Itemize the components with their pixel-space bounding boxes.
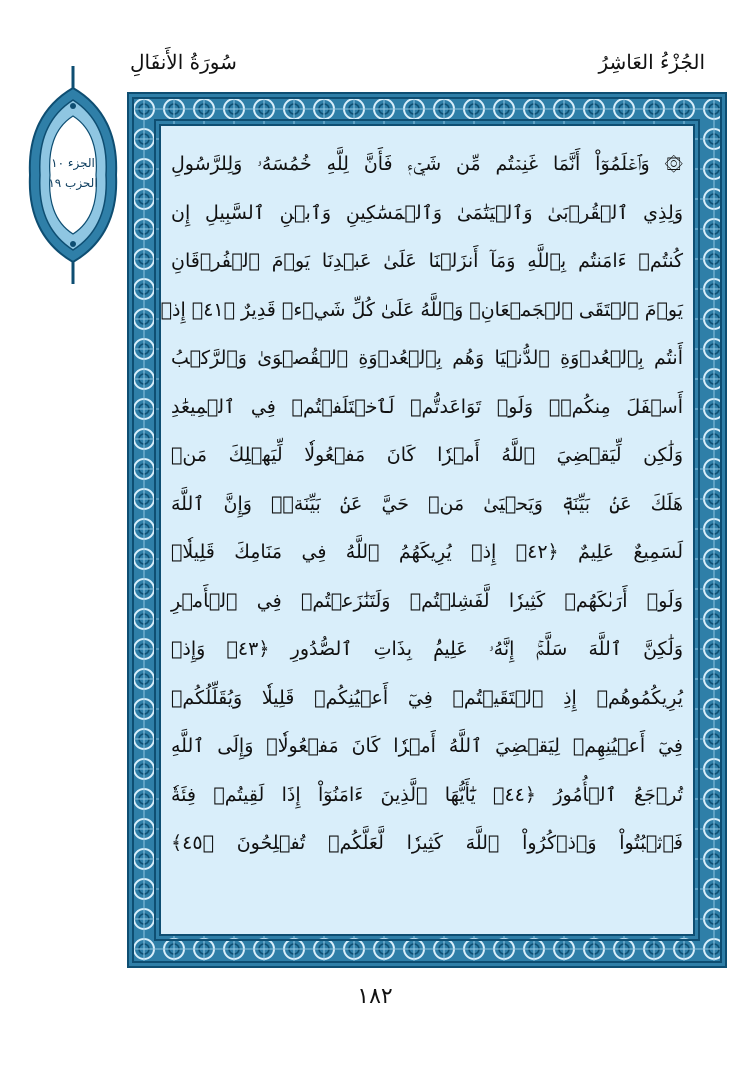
- verse-line: يَوۡمَ ٱلۡتَقَى ٱلۡجَمۡعَانِۗ وَٱللَّهُ عَلَىٰ كُلِّ شَيۡءٖ قَدِيرٌ ﴿٤١﴾ إِذۡ: [160, 298, 683, 321]
- verse-line: كُنتُمۡ ءَامَنتُم بِٱللَّهِ وَمَآ أَنزَلۡنَا عَلَىٰ عَبۡدِنَا يَوۡمَ ٱلۡفُرۡقَانِ: [171, 250, 683, 272]
- verse-lines: [160, 140, 683, 868]
- verse-line: وَلِذِي ٱلۡقُرۡبَىٰ وَٱلۡيَتَٰمَىٰ وَٱلۡمَسَٰكِينِ وَٱبۡنِ ٱلسَّبِيلِ إِن: [171, 201, 683, 224]
- juz-title: الجُزْءُ العَاشِرُ: [598, 50, 705, 74]
- verse-line: وَلَٰكِنَّ ٱللَّهَ سَلَّمَۚ إِنَّهُۥ عَلِيمُۢ بِذَاتِ ٱلصُّدُورِ ﴿٤٣﴾ وَإِذۡ: [171, 638, 683, 660]
- juz-label: الجزء ١٠: [51, 156, 95, 170]
- verse-panel: [159, 124, 695, 936]
- verse-line: فِيٓ أَعۡيُنِهِمۡ لِيَقۡضِيَ ٱللَّهُ أَمۡرٗا كَانَ مَفۡعُولٗاۗ وَإِلَى ٱللَّهِ: [171, 735, 683, 757]
- page-number: ١٨٢: [357, 984, 393, 1009]
- verse-line: هَلَكَ عَنۢ بَيِّنَةٖ وَيَحۡيَىٰ مَنۡ حَيَّ عَنۢ بَيِّنَةٖۗ وَإِنَّ ٱللَّهَ: [171, 492, 683, 515]
- verse-line: وَلَوۡ أَرَىٰكَهُمۡ كَثِيرٗا لَّفَشِلۡتُمۡ وَلَتَنَٰزَعۡتُمۡ فِي ٱلۡأَمۡرِ: [171, 589, 683, 612]
- verse-line: أَنتُم بِٱلۡعُدۡوَةِ ٱلدُّنۡيَا وَهُم بِٱلۡعُدۡوَةِ ٱلۡقُصۡوَىٰ وَٱلرَّكۡبُ: [171, 347, 683, 369]
- juz-hizb-medallion: [26, 66, 120, 284]
- hizb-label: الحزب ١٩: [48, 176, 98, 190]
- verse-line: لَسَمِيعٌ عَلِيمٌ ﴿٤٢﴾ إِذۡ يُرِيكَهُمُ ٱللَّهُ فِي مَنَامِكَ قَلِيلٗاۖ: [171, 541, 683, 563]
- verse-line: أَسۡفَلَ مِنكُمۡۚ وَلَوۡ تَوَاعَدتُّمۡ لَٱخۡتَلَفۡتُمۡ فِي ٱلۡمِيعَٰدِ: [171, 395, 683, 418]
- verse-line: وَلَٰكِن لِّيَقۡضِيَ ٱللَّهُ أَمۡرٗا كَانَ مَفۡعُولٗا لِّيَهۡلِكَ مَنۡ: [171, 444, 683, 466]
- surah-title: سُورَةُ الأَنفَالِ: [130, 50, 237, 74]
- verse-line: يُرِيكُمُوهُمۡ إِذِ ٱلۡتَقَيۡتُمۡ فِيٓ أَعۡيُنِكُمۡ قَلِيلٗا وَيُقَلِّلُكُمۡ: [171, 686, 683, 709]
- verse-line: ۞ وَٱعۡلَمُوٓاْ أَنَّمَا غَنِمۡتُم مِّن شَيۡءٖ فَأَنَّ لِلَّهِ خُمُسَهُۥ وَلِلرَّسُولِ: [171, 153, 683, 175]
- page-frame: [127, 92, 727, 968]
- medallion-ornament-icon: [26, 66, 120, 284]
- verse-line: فَٱثۡبُتُواْ وَٱذۡكُرُواْ ٱللَّهَ كَثِيرٗا لَّعَلَّكُمۡ تُفۡلِحُونَ ﴿٤٥﴾: [171, 832, 683, 854]
- verse-line: تُرۡجَعُ ٱلۡأُمُورُ ﴿٤٤﴾ يَٰٓأَيُّهَا ٱلَّذِينَ ءَامَنُوٓاْ إِذَا لَقِيتُمۡ فِئَةٗ: [171, 783, 683, 806]
